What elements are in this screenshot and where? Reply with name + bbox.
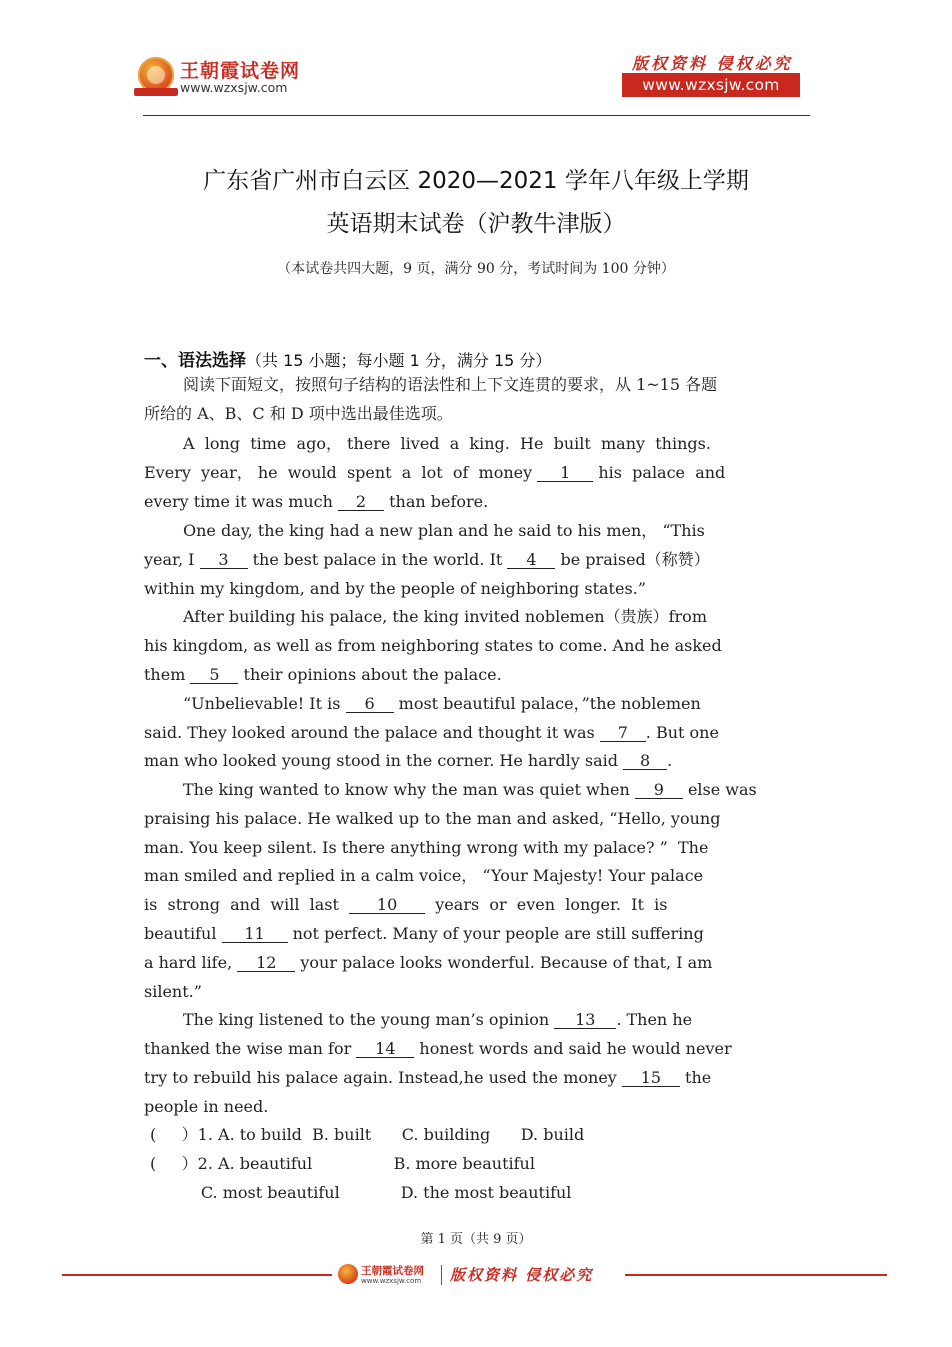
passage-line: year, I 3 the best palace in the world. It 4 be praised（称赞） [144,550,710,569]
footer-divider-right [625,1274,887,1276]
blank-5[interactable]: 5 [190,666,238,684]
footer-brand-name: 王朝霞试卷网 [361,1265,424,1277]
question-2-options: C. most beautiful D. the most beautiful [150,1183,572,1202]
footer-divider-left [62,1274,332,1276]
passage-line: is strong and will last 10 years or even longer. It is [144,895,668,914]
brand-url: www.wzxsjw.com [180,80,288,95]
passage-line: A long time ago， there lived a king. He built many things. [183,434,711,453]
blank-15[interactable]: 15 [622,1069,680,1087]
blank-14[interactable]: 14 [356,1040,414,1058]
instruction-line: 所给的 A、B、C 和 D 项中选出最佳选项。 [144,404,453,423]
blank-3[interactable]: 3 [200,551,248,569]
passage-line: The king wanted to know why the man was quiet when 9 else was [183,780,757,799]
section-info: （共 15 小题；每小题 1 分，满分 15 分） [246,351,552,370]
exam-note: （本试卷共四大题，9 页，满分 90 分，考试时间为 100 分钟） [277,261,675,277]
blank-1[interactable]: 1 [537,464,593,482]
header-divider [143,115,810,116]
passage-line: his kingdom, as well as from neighboring states to come. And he asked [144,636,722,655]
passage-line: said. They looked around the palace and thought it was 7 . But one [144,723,719,742]
blank-9[interactable]: 9 [635,781,683,799]
passage-line: man. You keep silent. Is there anything wrong with my palace? ” The [144,838,709,857]
instruction-line: 阅读下面短文，按照句子结构的语法性和上下文连贯的要求，从 1~15 各题 [183,375,718,394]
page-number: 第 1 页（共 9 页） [420,1232,532,1247]
passage-line: After building his palace, the king invited noblemen（贵族）from [183,607,707,626]
page-subtitle: 英语期末试卷（沪教牛津版） [326,211,626,237]
page-title: 广东省广州市白云区 2020—2021 学年八年级上学期 [203,168,749,194]
passage-line: man smiled and replied in a calm voice， “Your Majesty! Your palace [144,866,704,885]
passage-line: Every year， he would spent a lot of money 1 his palace and [144,463,726,482]
passage-line: One day, the king had a new plan and he said to his men， “This [183,521,705,540]
logo-ribbon [134,88,178,96]
question-1: ( ）1. A. to build B. built C. building D. build [150,1125,585,1144]
passage-line: man who looked young stood in the corner. He hardly said 8 . [144,751,673,770]
copyright-notice: 版权资料 侵权必究 [632,54,793,73]
section-heading [144,346,551,371]
blank-4[interactable]: 4 [507,551,555,569]
blank-8[interactable]: 8 [623,752,667,770]
passage-line: try to rebuild his palace again. Instead,he used the money 15 the [144,1068,712,1087]
footer-copyright: 版权资料 侵权必究 [450,1266,594,1284]
blank-13[interactable]: 13 [554,1011,616,1029]
blank-10[interactable]: 10 [349,896,425,914]
passage-line: thanked the wise man for 14 honest words and said he would never [144,1039,732,1058]
passage-line: within my kingdom, and by the people of neighboring states.” [144,579,646,598]
blank-2[interactable]: 2 [338,493,384,511]
blank-11[interactable]: 11 [222,925,288,943]
blank-7[interactable]: 7 [600,724,646,742]
brand-name: 王朝霞试卷网 [180,60,301,82]
question-2: ( ）2. A. beautiful B. more beautiful [150,1154,535,1173]
passage-line: beautiful 11 not perfect. Many of your people are still suffering [144,924,704,943]
passage-line: people in need. [144,1097,269,1116]
passage-line: every time it was much 2 than before. [144,492,489,511]
passage-line: a hard life, 12 your palace looks wonderful. Because of that, I am [144,953,713,972]
passage-line: praising his palace. He walked up to the man and asked, “Hello, young [144,809,721,828]
footer-brand-url: www.wzxsjw.com [361,1277,422,1285]
passage-line: silent.” [144,982,202,1001]
footer-logo-icon [338,1264,358,1284]
footer-separator [441,1265,442,1285]
section-title: 一、语法选择 [144,351,246,371]
site-url-banner: www.wzxsjw.com [622,73,800,97]
passage-line: them 5 their opinions about the palace. [144,665,502,684]
blank-12[interactable]: 12 [237,954,295,972]
passage-line: The king listened to the young man’s opinion 13 . Then he [183,1010,693,1029]
blank-6[interactable]: 6 [346,695,394,713]
passage-line: “Unbelievable! It is 6 most beautiful palace，”the noblemen [183,694,701,713]
